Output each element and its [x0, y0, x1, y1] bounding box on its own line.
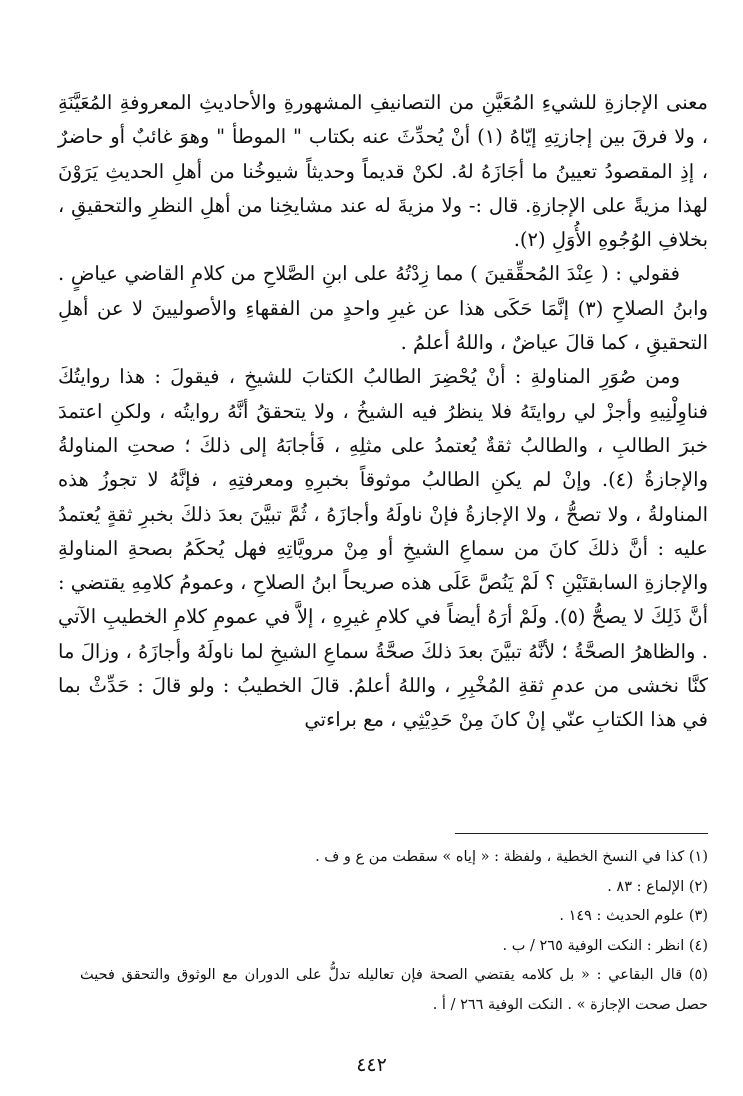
footnotes [80, 843, 708, 1020]
body-paragraph-1: معنى الإجازةِ للشيءِ المُعَيَّنِ من التصانيفِ المشهورةِ والأحاديثِ المعروفةِ المُعَيَّنَةِ ، ولا فرقَ بين إجازتِهِ إيّاهُ (١) أنْ يُحدِّثَ عنه بكتاب " الموطأ " وهوَ غائبٌ أو حاضرٌ ، إذِ المقصودُ تعيينُ ما أجَازَهُ لهُ. لكنْ قديماً وحديثاً شيوخُنا من أهلِ الحديثِ يَرَوْنَ لهذا مزيةً على الإجازةِ. قال :- ولا مزيةَ له عند مشايخِنا من أهلِ النظرِ والتحقيقِ ، بخلافِ الوُجُوهِ الأُوَلِ (٢). [58, 91, 708, 252]
footnote-divider [455, 833, 708, 834]
body-paragraph-3: ومن صُوَرِ المناولةِ : أنْ يُحْضِرَ الطالبُ الكتابَ للشيخِ ، فيقولَ : هذا روايتُكَ فناوِلْنِيهِ وأجزْ لي روايتَهُ فلا ينظرُ فيه الشيخُ ، ولا يتحققُ أنَّهُ روايتُه ، ولكنِ اعتمدَ خبرَ الطالبِ ، والطالبُ ثقةٌ يُعتمدُ على مثلِهِ ، فَأجابَهُ إلى ذلكَ ؛ صحتِ المناولةُ والإجازةُ (٤). وإنْ لم يكنِ الطالبُ موثوقاً بخبرِهِ ومعرفتِهِ ، فإنَّهُ لا تجوزُ هذه المناولةُ ، ولا تصحُّ ، ولا الإجازةُ فإنْ ناولَهُ وأجازَهُ ، ثُمَّ تبيَّنَ بعدَ ذلكَ بخبرِ ثقةٍ يُعتمدُ عليه : أنَّ ذلكَ كانَ من سماعِ الشيخِ أو مِنْ مرويَّاتِهِ فهل يُحكَمُ بصحةِ المناولةِ والإجازةِ السابقتَيْنِ ؟ لَمْ يَنُصَّ عَلَى هذه صريحاً ابنُ الصلاحِ ، وعمومُ كلامِهِ يقتضي : أنَّ ذَلِكَ لا يصحُّ (٥). ولَمْ أرَهُ أيضاً في كلامِ غيرِهِ ، إلاَّ في عمومِ كلامِ الخطيبِ الآتي . والظاهرُ الصحَّةُ ؛ لأنَّهُ تبيَّنَ بعدَ ذلكَ صحَّةُ سماعِ الشيخِ لما ناولَهُ وأجازَهُ ، وزالَ ما كنَّا نخشى من عدمِ ثقةِ المُخْبِرِ ، واللهُ أعلمُ. قالَ الخطيبُ : ولو قالَ : حَدِّثْ بما في هذا الكتابِ عنّي إنْ كانَ مِنْ حَدِيْثِي ، مع براءتي [58, 365, 708, 732]
footnote-1: (١) كذا في النسخ الخطية ، ولفظة : « إياه » سقطت من ع و ف . [315, 849, 708, 865]
footnote-2: (٢) الإلماع : ٨٣ . [607, 878, 708, 895]
main-text [58, 86, 708, 738]
footnote-5: (٥) قال البقاعي : « بل كلامه يقتضي الصحة فإن تعاليله تدلُّ على الدوران مع الوثوق والتحقق فحيث حصل صحت الإجازة » . النكت الوفية ٢٦٦ / أ . [80, 967, 708, 1013]
page-number: ٤٤٢ [356, 1054, 387, 1076]
body-paragraph-2: فقولي : ( عِنْدَ المُحقِّقينَ ) مما زِدْتُهُ على ابنِ الصَّلاحِ من كلامِ القاضي عياضٍ . وابنُ الصلاحِ (٣) إنَّمَا حَكَى هذا عن غيرِ واحدٍ من الفقهاءِ والأصوليينَ لا عن أهلِ التحقيقِ ، كما قالَ عياضٌ ، واللهُ أعلمُ . [58, 262, 708, 355]
footnote-3: (٣) علوم الحديث : ١٤٩ . [559, 908, 708, 924]
footnote-4: (٤) انظر : النكت الوفية ٢٦٥ / ب . [502, 937, 708, 954]
